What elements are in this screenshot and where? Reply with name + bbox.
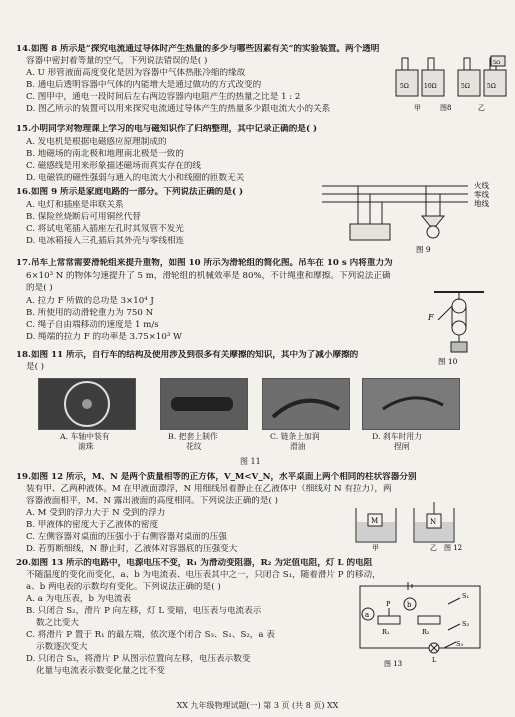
page-footer: XX 九年级物理试题(一) 第 3 页 (共 8 页) XX [176,700,339,710]
figure-12 [350,502,464,552]
q17-stem-3: 的是( ) [26,283,53,293]
q19-option-a: A. M 受到的浮力大于 N 受到的浮力 [26,508,166,518]
fig12-caption: 图 12 [444,544,463,552]
fig9-label-ground: 地线 [474,199,489,208]
fig8-label-jia: 甲 [414,104,421,112]
q18-option-d-2: 捏闸 [394,442,410,451]
bike-image-axle [38,378,136,430]
q17-stem-2: 6×10³ N 的物体匀速提升了 5 m，滑轮组的机械效率是 80%，不计绳重和摩擦。下列说法正确 [26,271,391,281]
fig10-caption: 图 10 [438,357,458,366]
bike-image-brake [362,378,460,430]
fig13-label-s3: S₃ [456,640,464,648]
q18-stem-1: 18.如图 11 所示，自行车的结构及使用涉及到很多有关摩擦的知识，其中为了减小摩擦的 [16,350,359,360]
q19-stem-3: 容器液面相平，M、N 露出液面的高度相同。下列说法正确的是( ) [26,496,278,506]
q18-option-b: B. 把套上制作 [168,432,218,441]
q14-option-c: C. 图甲中，通电一段时间后左右两边容器内电阻产生的热量之比是 1 : 2 [26,92,301,102]
q15-stem-1: 15.小明同学对物理课上学习的电与磁知识作了归纳整理，其中记录正确的是( ) [16,124,318,134]
fig12-label-yi: 乙 [430,544,437,552]
figure-13 [348,574,498,670]
q20-option-b-1: B. 只闭合 S₂，滑片 P 向左移，灯 L 变暗，电压表与电流表示 [26,606,262,616]
q20-stem-2: 不随温度的变化而变化，a、b 为电流表、电压表其中之一，只闭合 S₁，随着滑片 P 的移动， [26,570,381,580]
q14-stem-2: 容器中密封着等量的空气，下列说法错误的是( ) [26,56,208,66]
q18-option-a: A. 车轴中装有 [60,432,110,441]
q18-option-a-2: 滚珠 [78,442,94,451]
fig8-label-5ohm-c: 5Ω [487,83,496,90]
q20-option-d-2: 化量与电流表示数变化量之比不变 [36,666,165,676]
q17-option-d: D. 绳端的拉力 F 的功率是 3.75×10³ W [26,332,182,342]
figure-9 [318,166,510,256]
q18-stem-2: 是( ) [26,362,45,372]
fig12-label-jia: 甲 [372,544,379,552]
figure-8 [394,52,510,114]
fig13-caption: 图 13 [384,660,403,668]
q16-stem-1: 16.如图 9 所示是家庭电路的一部分。下列说法正确的是( ) [16,187,244,197]
fig9-caption: 图 9 [416,245,431,254]
q20-stem-1: 20.如图 13 所示的电路中，电源电压不变，R₁ 为滑动变阻器，R₂ 为定值电阻，灯 L 的电阻 [16,558,373,568]
q20-option-b-2: 数之比变大 [36,618,79,628]
q17-option-c: C. 绳子自由端移动的速度是 1 m/s [26,320,159,330]
q14-option-a: A. U 形管液面高度变化是因为容器中气体热胀冷缩的缘故 [26,68,246,78]
fig8-label-yi: 乙 [478,104,485,112]
q18-option-c: C. 链条上加润 [270,432,320,441]
fig8-caption: 图8 [440,104,452,112]
q15-option-a: A. 发电机是根据电磁感应原理制成的 [26,137,167,147]
fig13-label-r1: R₁ [382,628,390,636]
q19-option-d: D. 若剪断细线，N 静止时，乙液体对容器底的压强变大 [26,544,238,554]
fig13-label-p: P [386,600,391,608]
q16-option-c: C. 将试电笔插入插座左孔时其氖管不发光 [26,224,184,234]
fig9-label-neutral: 零线 [474,190,489,199]
q15-option-b: B. 地磁场的南北极和地理南北极是一致的 [26,149,184,159]
q14-option-d: D. 图乙所示的装置可以用来探究电流通过导体产生的热量多少跟电流大小的关系 [26,104,331,114]
fig11-caption: 图 11 [240,457,261,466]
q20-option-c-1: C. 将滑片 P 置于 R₁ 的最左端，依次逐个闭合 S₃、S₁、S₂，a 表 [26,630,275,640]
fig13-label-l: L [432,656,437,664]
q19-stem-1: 19.如图 12 所示，M、N 是两个质量相等的正方体，V_M<V_N，水平桌面上两个相同的柱状容器分别 [16,472,417,482]
fig10-label-f: F [428,313,434,322]
q14-option-b: B. 通电后透明容器中气体的内能增大是通过做功的方式改变的 [26,80,262,90]
q18-option-d: D. 刹车时用力 [372,432,422,441]
fig8-label-5ohm-a: 5Ω [400,83,409,90]
fig13-label-b: b [407,601,412,609]
q19-option-b: B. 甲液体的密度大于乙液体的密度 [26,520,159,530]
fig13-label-s2: S₂ [462,620,470,628]
q15-option-d: D. 电磁铁的磁性强弱与通入的电流大小和线圈的匝数无关 [26,173,245,183]
q16-option-a: A. 电灯和插座是串联关系 [26,200,124,210]
fig8-label-10ohm: 10Ω [424,83,437,90]
q16-option-b: B. 保险丝烧断后可用铜丝代替 [26,212,141,222]
q20-stem-3: a、b 两电表的示数均有变化。下列说法正确的是( ) [26,582,221,592]
fig13-label-r2: R₂ [422,628,430,636]
fig13-label-a: a [365,611,370,619]
bike-image-chain [262,378,350,430]
q19-option-c: C. 左侧容器对桌面的压强小于右侧容器对桌面的压强 [26,532,227,542]
q15-option-c: C. 磁感线是用来形象描述磁场而真实存在的线 [26,161,202,171]
fig12-label-m: M [371,517,379,525]
q17-option-b: B. 所使用的动滑轮重力为 750 N [26,308,154,318]
q18-option-b-2: 花纹 [186,442,202,451]
q20-option-d-1: D. 只闭合 S₃，将滑片 P 从图示位置向左移，电压表示数变 [26,654,251,664]
fig13-label-s1: S₁ [462,592,470,600]
q16-option-d: D. 电冰箱接入三孔插后其外壳与零线相连 [26,236,185,246]
q18-option-c-2: 滑油 [290,442,306,451]
q19-stem-2: 装有甲、乙两种液体。M 在甲液面漂浮，N 用细线吊着静止在乙液体中（细线对 N 有拉力），两 [26,484,392,494]
fig12-label-n: N [430,518,437,526]
q20-option-a: A. a 为电压表，b 为电流表 [26,594,132,604]
q17-option-a: A. 拉力 F 所做的总功是 3×10⁴ J [26,296,154,306]
bike-image-grip [160,378,248,430]
q17-stem-1: 17.吊车上常常需要滑轮组来提升重物，如图 10 所示为滑轮组的简化图。吊车在 10 s 内将重力为 [16,258,393,268]
fig8-label-5ohm-d: 5Ω [493,60,501,66]
fig9-label-live: 火线 [474,181,489,190]
q20-option-c-2: 示数逐次变大 [36,642,88,652]
fig8-label-5ohm-b: 5Ω [461,83,470,90]
q14-stem-1: 14.如图 8 所示是“探究电流通过导体时产生热量的多少与哪些因素有关”的实验装置。两个透明 [16,44,380,54]
